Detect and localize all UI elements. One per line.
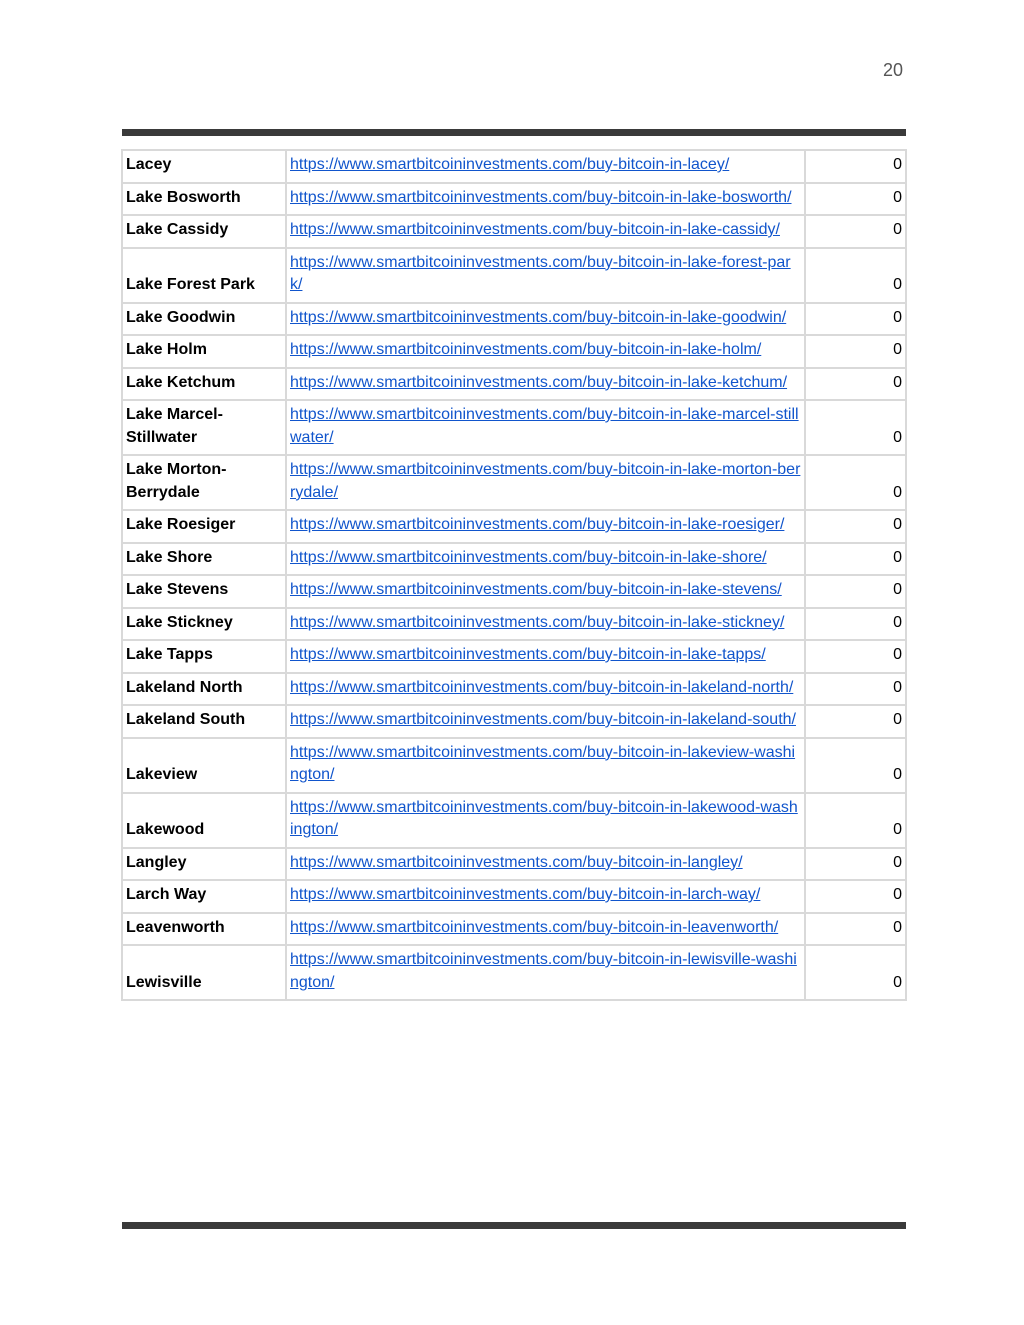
url-cell [286, 543, 805, 576]
place-link[interactable]: https://www.smartbitcoininvestments.com/buy-bitcoin-in-lakeland-north/ [290, 678, 794, 696]
table-row [122, 543, 906, 576]
count-value: 0 [805, 543, 906, 576]
url-cell [286, 608, 805, 641]
table-row [122, 248, 906, 303]
place-name: Lakeland South [122, 705, 286, 738]
table-row [122, 738, 906, 793]
place-name: Lake Stickney [122, 608, 286, 641]
count-value: 0 [805, 673, 906, 706]
table-row [122, 793, 906, 848]
count-value: 0 [805, 303, 906, 336]
place-link[interactable]: https://www.smartbitcoininvestments.com/buy-bitcoin-in-lake-roesiger/ [290, 516, 785, 533]
links-table [121, 149, 907, 1001]
count-value: 0 [805, 705, 906, 738]
table-row [122, 215, 906, 248]
url-cell [286, 673, 805, 706]
count-value: 0 [805, 248, 906, 303]
table-row [122, 848, 906, 881]
place-link[interactable]: https://www.smartbitcoininvestments.com/buy-bitcoin-in-lake-shore/ [290, 548, 767, 566]
top-divider [122, 129, 906, 136]
table-row [122, 303, 906, 336]
place-link[interactable]: https://www.smartbitcoininvestments.com/buy-bitcoin-in-lake-stickney/ [290, 613, 785, 631]
table-row [122, 150, 906, 183]
count-value: 0 [805, 368, 906, 401]
place-link[interactable]: https://www.smartbitcoininvestments.com/buy-bitcoin-in-lake-marcel-stillwater/ [290, 406, 799, 446]
place-name: Lake Cassidy [122, 215, 286, 248]
count-value: 0 [805, 738, 906, 793]
table-row [122, 368, 906, 401]
place-link[interactable]: https://www.smartbitcoininvestments.com/buy-bitcoin-in-leavenworth/ [290, 918, 779, 936]
place-name: Lake Morton-Berrydale [122, 455, 286, 510]
place-link[interactable]: https://www.smartbitcoininvestments.com/buy-bitcoin-in-lacey/ [290, 156, 730, 173]
bottom-divider [122, 1222, 906, 1229]
count-value: 0 [805, 913, 906, 946]
place-link[interactable]: https://www.smartbitcoininvestments.com/buy-bitcoin-in-lake-holm/ [290, 341, 762, 358]
place-name: Lake Marcel-Stillwater [122, 400, 286, 455]
page-number: 20 [882, 60, 903, 80]
count-value: 0 [805, 608, 906, 641]
table-row [122, 455, 906, 510]
place-link[interactable]: https://www.smartbitcoininvestments.com/buy-bitcoin-in-lake-goodwin/ [290, 308, 787, 326]
place-name: Lake Tapps [122, 640, 286, 673]
table-row [122, 945, 906, 1000]
place-link[interactable]: https://www.smartbitcoininvestments.com/buy-bitcoin-in-lewisville-washington/ [290, 951, 797, 991]
place-name: Langley [122, 848, 286, 881]
url-cell [286, 455, 805, 510]
url-cell [286, 913, 805, 946]
count-value: 0 [805, 183, 906, 216]
count-value: 0 [805, 880, 906, 913]
place-name: Lake Goodwin [122, 303, 286, 336]
table-row [122, 673, 906, 706]
url-cell [286, 510, 805, 543]
place-link[interactable]: https://www.smartbitcoininvestments.com/buy-bitcoin-in-lake-cassidy/ [290, 221, 780, 238]
place-name: Lacey [122, 150, 286, 183]
place-link[interactable]: https://www.smartbitcoininvestments.com/buy-bitcoin-in-lakewood-washington/ [290, 798, 798, 838]
count-value: 0 [805, 945, 906, 1000]
table-row [122, 913, 906, 946]
table-row [122, 510, 906, 543]
place-name: Lewisville [122, 945, 286, 1000]
count-value: 0 [805, 510, 906, 543]
url-cell [286, 368, 805, 401]
place-name: Lakeview [122, 738, 286, 793]
place-link[interactable]: https://www.smartbitcoininvestments.com/buy-bitcoin-in-lake-ketchum/ [290, 373, 788, 391]
url-cell [286, 880, 805, 913]
place-link[interactable]: https://www.smartbitcoininvestments.com/buy-bitcoin-in-lake-bosworth/ [290, 188, 792, 206]
place-link[interactable]: https://www.smartbitcoininvestments.com/buy-bitcoin-in-lake-forest-park/ [290, 253, 791, 293]
url-cell [286, 640, 805, 673]
links-table-body [122, 150, 906, 1000]
place-link[interactable]: https://www.smartbitcoininvestments.com/buy-bitcoin-in-lake-stevens/ [290, 581, 782, 598]
url-cell [286, 215, 805, 248]
place-name: Lake Roesiger [122, 510, 286, 543]
place-link[interactable]: https://www.smartbitcoininvestments.com/buy-bitcoin-in-langley/ [290, 853, 743, 871]
url-cell [286, 150, 805, 183]
count-value: 0 [805, 400, 906, 455]
place-name: Lake Bosworth [122, 183, 286, 216]
place-name: Lake Shore [122, 543, 286, 576]
count-value: 0 [805, 335, 906, 368]
url-cell [286, 738, 805, 793]
table-row [122, 640, 906, 673]
table-row [122, 400, 906, 455]
count-value: 0 [805, 455, 906, 510]
url-cell [286, 335, 805, 368]
count-value: 0 [805, 793, 906, 848]
url-cell [286, 248, 805, 303]
url-cell [286, 945, 805, 1000]
place-link[interactable]: https://www.smartbitcoininvestments.com/buy-bitcoin-in-lake-tapps/ [290, 646, 766, 663]
table-row [122, 575, 906, 608]
url-cell [286, 575, 805, 608]
table-row [122, 335, 906, 368]
url-cell [286, 400, 805, 455]
place-name: Leavenworth [122, 913, 286, 946]
place-link[interactable]: https://www.smartbitcoininvestments.com/buy-bitcoin-in-lake-morton-berrydale/ [290, 461, 801, 501]
table-row [122, 880, 906, 913]
url-cell [286, 848, 805, 881]
place-name: Lake Stevens [122, 575, 286, 608]
url-cell [286, 303, 805, 336]
table-row [122, 705, 906, 738]
place-name: Lakewood [122, 793, 286, 848]
place-link[interactable]: https://www.smartbitcoininvestments.com/buy-bitcoin-in-lakeview-washington/ [290, 743, 796, 783]
url-cell [286, 793, 805, 848]
place-name: Lake Ketchum [122, 368, 286, 401]
place-link[interactable]: https://www.smartbitcoininvestments.com/buy-bitcoin-in-larch-way/ [290, 886, 761, 903]
place-name: Lake Forest Park [122, 248, 286, 303]
count-value: 0 [805, 575, 906, 608]
place-name: Lake Holm [122, 335, 286, 368]
url-cell [286, 183, 805, 216]
count-value: 0 [805, 640, 906, 673]
table-row [122, 183, 906, 216]
count-value: 0 [805, 150, 906, 183]
count-value: 0 [805, 215, 906, 248]
url-cell [286, 705, 805, 738]
count-value: 0 [805, 848, 906, 881]
table-row [122, 608, 906, 641]
place-name: Larch Way [122, 880, 286, 913]
place-link[interactable]: https://www.smartbitcoininvestments.com/buy-bitcoin-in-lakeland-south/ [290, 711, 796, 728]
place-name: Lakeland North [122, 673, 286, 706]
